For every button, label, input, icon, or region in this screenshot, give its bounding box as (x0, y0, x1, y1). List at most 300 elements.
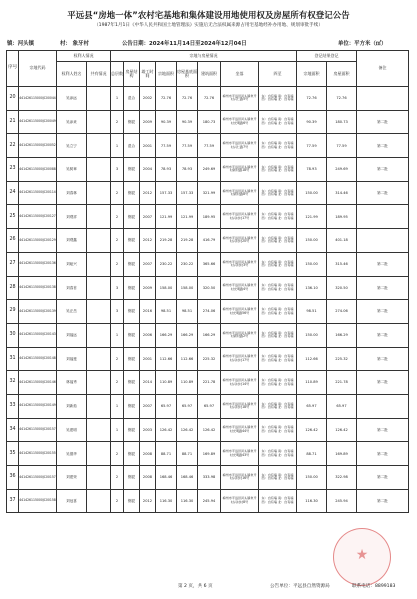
cell-boundaries: 东：自有墙 南：自有墙 西：自有墙 北：自有墙 (259, 394, 297, 418)
cell-floors: 2 (111, 347, 124, 371)
cell-seq: 22 (7, 134, 19, 158)
cell-reg-land: 98.51 (297, 300, 327, 324)
cell-reg-land: 72.76 (297, 87, 327, 111)
cell-seq: 20 (7, 87, 19, 111)
cell-owner: 吴树章 (57, 158, 87, 182)
cell-reg-floor: 249.69 (327, 158, 357, 182)
cell-location: 梅州市平远县河头镇象牙村新村路8号 (221, 181, 259, 205)
cell-footprint: 157.33 (177, 181, 198, 205)
cell-reg-land: 126.42 (297, 418, 327, 442)
cell-code: 441426115000JC00052 (19, 134, 57, 158)
cell-code: 441426115000JC00148 (19, 347, 57, 371)
cell-owner: 吴正岳 (57, 300, 87, 324)
table-row (7, 110, 409, 134)
village-label: 村： 象牙村 (60, 41, 89, 47)
cell-co-owner (87, 418, 111, 442)
cell-boundaries: 东：自有墙 南：自有墙 西：自有墙 北：自有墙 (259, 229, 297, 253)
cell-land-area: 72.76 (156, 87, 177, 111)
cell-reg-land: 78.93 (297, 158, 327, 182)
cell-seq: 31 (7, 347, 19, 371)
cell-reg-land: 110.89 (297, 371, 327, 395)
cell-land-area: 166.29 (156, 323, 177, 347)
cell-floors: 1 (111, 323, 124, 347)
cell-seq: 27 (7, 252, 19, 276)
cell-reg-land: 90.39 (297, 110, 327, 134)
cell-floor-area: 166.29 (198, 323, 221, 347)
cell-co-owner (87, 229, 111, 253)
cell-year: 2016 (140, 300, 156, 324)
cell-year: 2008 (140, 442, 156, 466)
cell-floors: 3 (111, 158, 124, 182)
town-label: 镇：河头镇 (7, 41, 34, 47)
cell-remark: 第二批 (357, 110, 409, 134)
cell-location: 梅州市平远县河头镇象牙村光明路56号 (221, 300, 259, 324)
cell-co-owner (87, 466, 111, 490)
cell-reg-land: 150.00 (297, 252, 327, 276)
cell-reg-floor: 189.95 (327, 205, 357, 229)
header-reg-land: 宗地面积 (297, 62, 327, 87)
cell-remark: 第二批 (357, 300, 409, 324)
cell-seq: 35 (7, 442, 19, 466)
cell-floors: 3 (111, 300, 124, 324)
cell-structure: 钢混 (124, 418, 140, 442)
cell-seq: 25 (7, 205, 19, 229)
cell-owner: 刘新茹 (57, 394, 87, 418)
table-row (7, 489, 409, 513)
cell-location: 梅州市平远县河头镇象牙村新村路2号 (221, 323, 259, 347)
cell-land-area: 219.28 (156, 229, 177, 253)
cell-location: 梅州市平远县河头镇象牙村新村路18号 (221, 158, 259, 182)
cell-code: 441426115000JC00044 (19, 87, 57, 111)
cell-reg-land: 65.97 (297, 394, 327, 418)
cell-structure: 钢混 (124, 300, 140, 324)
cell-floors: 2 (111, 489, 124, 513)
header-code: 宗地代码 (19, 51, 57, 87)
cell-co-owner (87, 158, 111, 182)
cell-footprint: 78.93 (177, 158, 198, 182)
cell-reg-floor: 221.78 (327, 371, 357, 395)
cell-owner: 刘耻兴 (57, 252, 87, 276)
cell-location: 梅州市平远县河头镇象牙村兴村村14号 (221, 371, 259, 395)
cell-footprint: 230.22 (177, 252, 198, 276)
cell-boundaries: 东：自有墙 南：自有墙 西：自有墙 北：自有墙 (259, 442, 297, 466)
cell-floors: 3 (111, 276, 124, 300)
cell-boundaries: 东：自有墙 南：自有墙 西：自有墙 北：自有墙 (259, 134, 297, 158)
cell-footprint: 72.76 (177, 87, 198, 111)
cell-boundaries: 东：自有墙 南：自有墙 西：自有墙 北：自有墙 (259, 347, 297, 371)
cell-reg-floor: 245.94 (327, 489, 357, 513)
cell-land-area: 112.66 (156, 347, 177, 371)
table-row (7, 442, 409, 466)
cell-remark: 第二批 (357, 252, 409, 276)
cell-floor-area: 274.06 (198, 300, 221, 324)
cell-structure: 钢混 (124, 371, 140, 395)
cell-structure: 混合 (124, 134, 140, 158)
cell-owner: 刘福远 (57, 323, 87, 347)
cell-code: 441426115000JC00146 (19, 371, 57, 395)
cell-remark (357, 394, 409, 418)
cell-co-owner (87, 489, 111, 513)
cell-seq: 37 (7, 489, 19, 513)
cell-reg-floor: 126.42 (327, 418, 357, 442)
cell-year: 2014 (140, 371, 156, 395)
cell-reg-land: 150.00 (297, 229, 327, 253)
cell-land-area: 90.39 (156, 110, 177, 134)
cell-floors: 2 (111, 229, 124, 253)
cell-structure: 钢混 (124, 158, 140, 182)
cell-boundaries: 东：自有墙 南：自有墙 西：自有墙 北：自有墙 (259, 418, 297, 442)
cell-owner: 刘春林 (57, 181, 87, 205)
cell-reg-floor: 166.29 (327, 323, 357, 347)
cell-year: 2012 (140, 489, 156, 513)
cell-seq: 23 (7, 158, 19, 182)
cell-floors: 1 (111, 87, 124, 111)
cell-reg-floor: 401.18 (327, 229, 357, 253)
cell-year: 2009 (140, 110, 156, 134)
cell-boundaries: 东：自有墙 南：自有墙 西：自有墙 北：自有墙 (259, 489, 297, 513)
cell-code: 441426115000JC00139 (19, 300, 57, 324)
cell-reg-land: 150.00 (297, 323, 327, 347)
cell-code: 441426115000JC00088 (19, 158, 57, 182)
cell-seq: 30 (7, 323, 19, 347)
cell-location: 梅州市平远县河头镇象牙村兴村村16号 (221, 466, 259, 490)
unit-label: 单位：平方米（㎡） (338, 41, 387, 47)
cell-owner: 刘春首 (57, 276, 87, 300)
cell-remark: 第二批 (357, 134, 409, 158)
cell-footprint: 121.99 (177, 205, 198, 229)
cell-footprint: 88.71 (177, 442, 198, 466)
cell-footprint: 126.42 (177, 418, 198, 442)
cell-footprint: 219.28 (177, 229, 198, 253)
cell-floors: 1 (111, 418, 124, 442)
cell-seq: 28 (7, 276, 19, 300)
cell-land-area: 65.97 (156, 394, 177, 418)
header-boundaries: 四至 (259, 62, 297, 87)
cell-remark: 第二批 (357, 323, 409, 347)
cell-seq: 29 (7, 300, 19, 324)
header-owner-name: 权利人姓名 (57, 62, 87, 87)
cell-boundaries: 东：自有墙 南：自有墙 西：自有墙 北：自有墙 (259, 205, 297, 229)
cell-reg-land: 77.59 (297, 134, 327, 158)
cell-structure: 钢混 (124, 276, 140, 300)
cell-seq: 34 (7, 418, 19, 442)
table-row (7, 323, 409, 347)
cell-land-area: 98.51 (156, 300, 177, 324)
header-footprint: 房屋基底面积 (177, 62, 198, 87)
cell-location: 梅州市平远县河头镇象牙村兴仁路7号 (221, 134, 259, 158)
cell-code: 441426115000JC00049 (19, 110, 57, 134)
cell-floor-area: 72.76 (198, 87, 221, 111)
header-structure: 房屋结构 (124, 62, 140, 87)
cell-location: 梅州市平远县河头镇象牙村光明路44号 (221, 418, 259, 442)
header-remark: 备注 (357, 51, 409, 87)
cell-footprint: 158.00 (177, 276, 198, 300)
contact-phone: 联系电话：8899183 (352, 584, 396, 589)
cell-co-owner (87, 394, 111, 418)
cell-structure: 钢混 (124, 229, 140, 253)
header-land-house-group: 宗地与房屋情况 (111, 51, 297, 62)
table-row (7, 134, 409, 158)
page-number: 第 2 页，共 6 页 (178, 584, 213, 589)
cell-floor-area: 77.59 (198, 134, 221, 158)
cell-boundaries: 东：自有墙 南：自有墙 西：自有墙 北：自有墙 (259, 87, 297, 111)
cell-reg-floor: 314.46 (327, 181, 357, 205)
cell-co-owner (87, 300, 111, 324)
cell-owner: 刘建荣 (57, 466, 87, 490)
cell-footprint: 166.29 (177, 323, 198, 347)
cell-reg-land: 136.10 (297, 276, 327, 300)
cell-floor-area: 365.66 (198, 252, 221, 276)
header-year: 竣工时间 (140, 62, 156, 87)
cell-remark: 第二批 (357, 489, 409, 513)
cell-reg-floor: 274.06 (327, 300, 357, 324)
cell-land-area: 78.93 (156, 158, 177, 182)
table-row (7, 371, 409, 395)
cell-co-owner (87, 323, 111, 347)
cell-location: 梅州市平远县河头镇象牙村兴村村3号 (221, 252, 259, 276)
cell-boundaries: 东：自有墙 南：自有墙 西：自有墙 北：自有墙 (259, 371, 297, 395)
cell-year: 2009 (140, 276, 156, 300)
cell-structure: 钢混 (124, 347, 140, 371)
cell-remark: 第二批 (357, 181, 409, 205)
table-row (7, 205, 409, 229)
cell-code: 441426115000JC00114 (19, 181, 57, 205)
cell-owner: 刘观鑫 (57, 229, 87, 253)
header-seq: 序号 (7, 51, 19, 87)
cell-land-area: 77.59 (156, 134, 177, 158)
cell-floor-area: 169.89 (198, 442, 221, 466)
cell-floor-area: 321.99 (198, 181, 221, 205)
cell-co-owner (87, 371, 111, 395)
cell-year: 2012 (140, 229, 156, 253)
cell-boundaries: 东：自有墙 南：自有墙 西：自有墙 北：自有墙 (259, 110, 297, 134)
cell-year: 2008 (140, 466, 156, 490)
cell-structure: 钢混 (124, 323, 140, 347)
cell-code: 441426115000JC00155 (19, 442, 57, 466)
cell-structure: 钢混 (124, 442, 140, 466)
header-owner-group: 权利人情况 (57, 51, 111, 62)
cell-reg-floor: 225.32 (327, 347, 357, 371)
table-row (7, 276, 409, 300)
cell-co-owner (87, 181, 111, 205)
cell-boundaries: 东：自有墙 南：自有墙 西：自有墙 北：自有墙 (259, 158, 297, 182)
cell-floor-area: 333.98 (198, 466, 221, 490)
cell-reg-land: 150.00 (297, 181, 327, 205)
notice-title: 平远县“房地一体”农村宅基地和集体建设用地使用权及房屋所有权登记公告 (67, 10, 350, 20)
cell-remark (357, 87, 409, 111)
cell-boundaries: 东：自有墙 南：自有墙 西：自有墙 北：自有墙 (259, 323, 297, 347)
cell-floor-area: 249.69 (198, 158, 221, 182)
cell-location: 梅州市平远县河头镇象牙村兴村村18号 (221, 394, 259, 418)
cell-code: 441426115000JC00138 (19, 276, 57, 300)
cell-seq: 33 (7, 394, 19, 418)
cell-year: 2004 (140, 158, 156, 182)
cell-reg-floor: 77.59 (327, 134, 357, 158)
cell-reg-floor: 180.73 (327, 110, 357, 134)
cell-co-owner (87, 134, 111, 158)
notice-subtitle: （1987年1月1日《中华人民共和国土地管理法》实施后无合法权属来源占用宅基地经补办用地、规划审批手续） (94, 23, 323, 28)
cell-remark: 第二批 (357, 466, 409, 490)
cell-owner: 吴立宁 (57, 134, 87, 158)
cell-structure: 钢混 (124, 489, 140, 513)
cell-reg-floor: 322.98 (327, 466, 357, 490)
publisher: 公告单位：平远县自然资源局 (270, 584, 330, 589)
cell-owner: 刘福莲 (57, 347, 87, 371)
cell-floors: 2 (111, 371, 124, 395)
cell-code: 441426115000JC00136 (19, 252, 57, 276)
table-row (7, 181, 409, 205)
cell-floor-area: 245.94 (198, 489, 221, 513)
cell-year: 2007 (140, 205, 156, 229)
table-row (7, 229, 409, 253)
cell-footprint: 116.30 (177, 489, 198, 513)
cell-land-area: 158.00 (156, 276, 177, 300)
cell-reg-land: 112.66 (297, 347, 327, 371)
cell-location: 梅州市平远县河头镇象牙村兴村村20号 (221, 229, 259, 253)
header-floor-area: 建筑面积 (198, 62, 221, 87)
cell-co-owner (87, 87, 111, 111)
cell-land-area: 116.30 (156, 489, 177, 513)
header-reg-group: 登记结果登记 (297, 51, 357, 62)
cell-structure: 钢混 (124, 252, 140, 276)
cell-year: 2003 (140, 418, 156, 442)
table-row (7, 87, 409, 111)
cell-boundaries: 东：自有墙 南：自有墙 西：自有墙 北：自有墙 (259, 252, 297, 276)
cell-code: 441426115000JC00129 (19, 229, 57, 253)
cell-structure: 钢混 (124, 181, 140, 205)
cell-land-area: 121.99 (156, 205, 177, 229)
cell-remark: 第二批 (357, 158, 409, 182)
cell-boundaries: 东：自有墙 南：自有墙 西：自有墙 北：自有墙 (259, 300, 297, 324)
cell-location: 梅州市平远县河头镇象牙村兴仁路5号 (221, 87, 259, 111)
cell-reg-floor: 65.97 (327, 394, 357, 418)
cell-year: 2007 (140, 252, 156, 276)
cell-owner: 吴添来 (57, 110, 87, 134)
cell-floors: 1 (111, 394, 124, 418)
cell-seq: 21 (7, 110, 19, 134)
cell-floor-area: 416.79 (198, 229, 221, 253)
cell-co-owner (87, 347, 111, 371)
cell-year: 2012 (140, 181, 156, 205)
cell-remark (357, 229, 409, 253)
cell-remark: 第二批 (357, 347, 409, 371)
table-row (7, 394, 409, 418)
registration-table (6, 50, 409, 513)
cell-location: 梅州市平远县河头镇象牙村光明路43号 (221, 442, 259, 466)
header-location: 坐落 (221, 62, 259, 87)
cell-footprint: 112.66 (177, 347, 198, 371)
header-co-owner: 共有情况 (87, 62, 111, 87)
cell-seq: 32 (7, 371, 19, 395)
cell-floors: 1 (111, 134, 124, 158)
cell-owner: 吴建明 (57, 418, 87, 442)
cell-floor-area: 189.95 (198, 205, 221, 229)
cell-floor-area: 180.73 (198, 110, 221, 134)
cell-reg-land: 116.30 (297, 489, 327, 513)
cell-land-area: 157.33 (156, 181, 177, 205)
cell-land-area: 126.42 (156, 418, 177, 442)
cell-owner: 吴德华 (57, 442, 87, 466)
cell-owner: 刘冠喜 (57, 489, 87, 513)
cell-footprint: 110.89 (177, 371, 198, 395)
cell-land-area: 168.46 (156, 466, 177, 490)
table-row (7, 300, 409, 324)
cell-seq: 24 (7, 181, 19, 205)
cell-code: 441426115000JC00149 (19, 394, 57, 418)
cell-code: 441426115000JC00157 (19, 466, 57, 490)
cell-footprint: 168.46 (177, 466, 198, 490)
cell-floor-area: 320.50 (198, 276, 221, 300)
cell-remark: 第二批 (357, 276, 409, 300)
cell-remark: 第二批 (357, 418, 409, 442)
cell-code: 441426115000JC00157 (19, 418, 57, 442)
table-row (7, 418, 409, 442)
cell-code: 441426115000JC00158 (19, 489, 57, 513)
table-row (7, 252, 409, 276)
cell-co-owner (87, 276, 111, 300)
table-row (7, 347, 409, 371)
cell-owner: 刘观祥 (57, 205, 87, 229)
cell-reg-floor: 169.89 (327, 442, 357, 466)
cell-location: 梅州市平远县河头镇象牙村兴村村17号 (221, 205, 259, 229)
cell-owner: 林福秀 (57, 371, 87, 395)
cell-co-owner (87, 205, 111, 229)
cell-co-owner (87, 442, 111, 466)
header-floors: 总层数 (111, 62, 124, 87)
cell-footprint: 98.51 (177, 300, 198, 324)
cell-land-area: 88.71 (156, 442, 177, 466)
cell-floor-area: 65.97 (198, 394, 221, 418)
cell-year: 2001 (140, 347, 156, 371)
cell-reg-land: 88.71 (297, 442, 327, 466)
cell-location: 梅州市平远县河头镇象牙村兴村村8号 (221, 489, 259, 513)
cell-structure: 钢混 (124, 110, 140, 134)
cell-floors: 2 (111, 110, 124, 134)
cell-reg-floor: 320.50 (327, 276, 357, 300)
cell-floors: 2 (111, 181, 124, 205)
official-seal: ★ (333, 528, 391, 586)
cell-remark (357, 205, 409, 229)
cell-seq: 26 (7, 229, 19, 253)
cell-reg-land: 150.00 (297, 466, 327, 490)
cell-year: 2007 (140, 394, 156, 418)
cell-floors: 2 (111, 466, 124, 490)
cell-code: 441426115000JC00143 (19, 323, 57, 347)
cell-boundaries: 东：自有墙 南：自有墙 西：自有墙 北：自有墙 (259, 181, 297, 205)
cell-remark: 第二批 (357, 371, 409, 395)
cell-structure: 钢混 (124, 394, 140, 418)
cell-floors: 2 (111, 252, 124, 276)
cell-footprint: 77.59 (177, 134, 198, 158)
cell-reg-floor: 315.46 (327, 252, 357, 276)
cell-year: 2001 (140, 134, 156, 158)
cell-land-area: 110.89 (156, 371, 177, 395)
cell-structure: 钢混 (124, 205, 140, 229)
header-reg-floor: 房屋面积 (327, 62, 357, 87)
table-row (7, 158, 409, 182)
cell-code: 441426115000JC00127 (19, 205, 57, 229)
cell-co-owner (87, 110, 111, 134)
cell-floors: 2 (111, 205, 124, 229)
table-row (7, 466, 409, 490)
cell-co-owner (87, 252, 111, 276)
cell-structure: 混合 (124, 87, 140, 111)
cell-remark: 第二批 (357, 442, 409, 466)
cell-boundaries: 东：自有墙 南：自有墙 西：自有墙 北：自有墙 (259, 466, 297, 490)
cell-floors: 2 (111, 442, 124, 466)
cell-year: 2002 (140, 87, 156, 111)
cell-year: 2006 (140, 323, 156, 347)
